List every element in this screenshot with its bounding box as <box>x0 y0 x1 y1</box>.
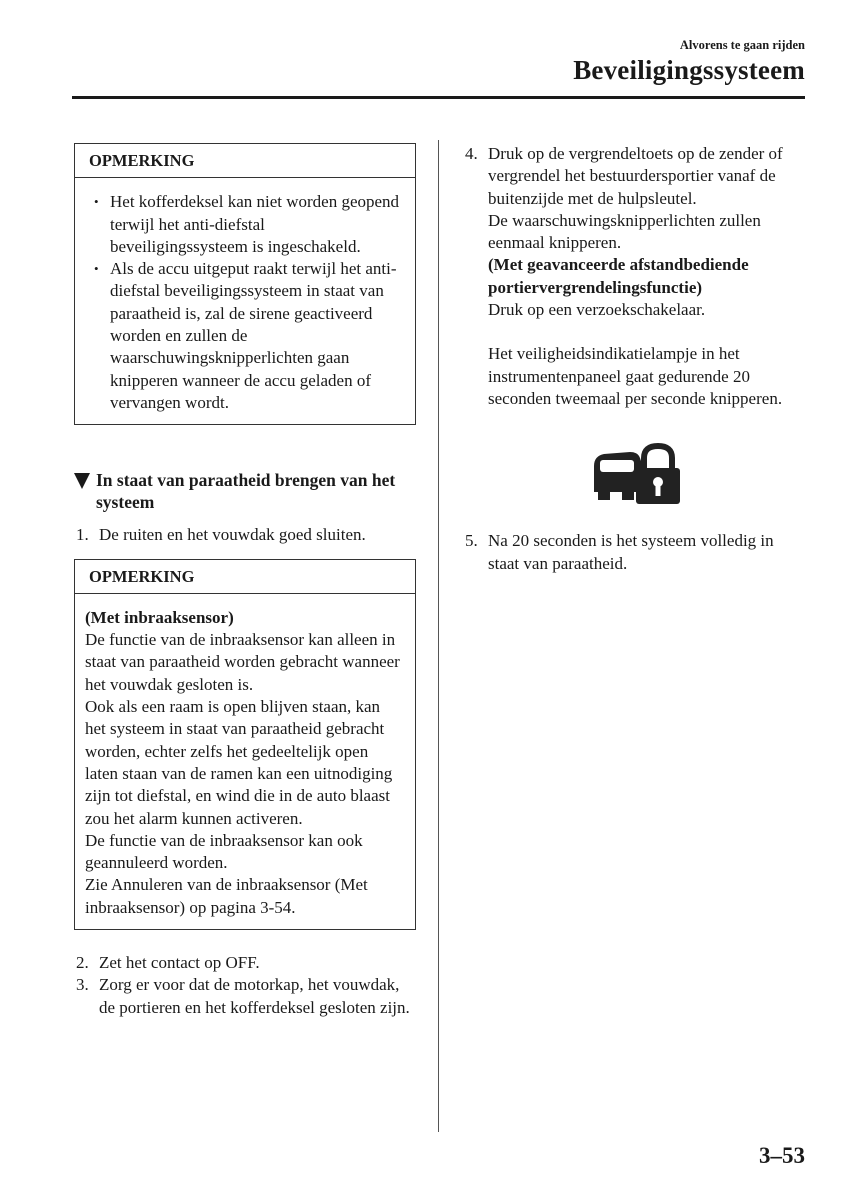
note-box-1 <box>74 143 416 425</box>
step-2 <box>74 952 416 974</box>
note-label: OPMERKING <box>75 560 415 594</box>
note-label: OPMERKING <box>75 144 415 178</box>
left-column <box>74 143 416 1019</box>
step-text: Druk op een verzoekschakelaar. <box>488 300 706 320</box>
step-text: De ruiten en het vouwdak goed sluiten. <box>99 525 366 545</box>
note-body <box>75 594 415 929</box>
step-bold-text: (Met geavanceerde afstandbediende portiervergrendelingsfunctie) <box>488 255 749 297</box>
step-number: 5. <box>465 531 478 551</box>
triangle-marker-icon <box>74 473 90 489</box>
step-4 <box>463 143 808 410</box>
step-3 <box>74 974 416 1019</box>
step-number: 1. <box>76 525 89 545</box>
step-text: De waarschuwingsknipperlichten zullen eenmaal knipperen. <box>488 210 761 253</box>
step-text: Zorg er voor dat de motorkap, het vouwdak, de portieren en het kofferdeksel gesloten zijn. <box>99 975 410 1017</box>
section-label: Alvorens te gaan rijden <box>679 38 805 52</box>
step-text: Het veiligheidsindikatielampje in het instrumentenpaneel gaat gedurende 20 seconden tweemaal per seconde knipperen. <box>488 344 783 408</box>
note-paragraph: De functie van de inbraaksensor kan ook geannuleerd worden. <box>85 830 363 873</box>
section-heading <box>74 470 416 513</box>
indicator-icon-wrap <box>463 440 808 510</box>
header-rule <box>72 96 805 99</box>
note-bullet: • Het kofferdeksel kan niet worden geopend terwijl het anti-diefstal beveiligingssysteem is ingeschakeld. <box>88 191 405 258</box>
step-5 <box>463 530 808 575</box>
column-divider <box>438 140 439 1132</box>
step-text: Druk op de vergrendeltoets op de zender of vergrendel het bestuurdersportier vanaf de buitenzijde met de hulpsleutel. <box>488 144 783 208</box>
note-paragraph: Zie Annuleren van de inbraaksensor (Met inbraaksensor) op pagina 3-54. <box>85 875 368 917</box>
note-box-2 <box>74 559 416 930</box>
section-heading-text: In staat van paraatheid brengen van het systeem <box>96 470 396 512</box>
note-paragraph: Ook als een raam is open blijven staan, kan het systeem in staat van paraatheid gebracht worden, echter zelfs het gedeeltelijk open laten staan van de ramen kan een uitnodiging zijn tot diefstal, en wind die in de auto blaast zou het alarm kunnen activeren. <box>85 697 393 828</box>
note-subheading: (Met inbraaksensor) <box>85 607 234 627</box>
step-number: 2. <box>76 953 89 973</box>
page-title: Beveiligingssysteem <box>573 55 805 85</box>
right-column <box>463 143 808 575</box>
note-body <box>75 178 415 424</box>
step-number: 4. <box>465 144 478 163</box>
car-lock-indicator-icon <box>586 440 686 510</box>
note-bullet-list <box>85 191 405 414</box>
page-number: 3–53 <box>759 1143 805 1168</box>
step-1 <box>74 524 416 546</box>
step-number: 3. <box>76 975 89 995</box>
step-text: Zet het contact op OFF. <box>99 953 260 973</box>
note-paragraph: De functie van de inbraaksensor kan alleen in staat van paraatheid worden gebracht wanneer het vouwdak gesloten is. <box>85 630 400 694</box>
note-bullet: • Als de accu uitgeput raakt terwijl het anti-diefstal beveiligingssysteem in staat van paraatheid is, zal de sirene geactiveerd worden en zullen de waarschuwingsknipperlichten gaan knipperen wanneer de accu geladen of vervangen wordt. <box>88 258 405 414</box>
step-text: Na 20 seconden is het systeem volledig in staat van paraatheid. <box>488 531 774 573</box>
